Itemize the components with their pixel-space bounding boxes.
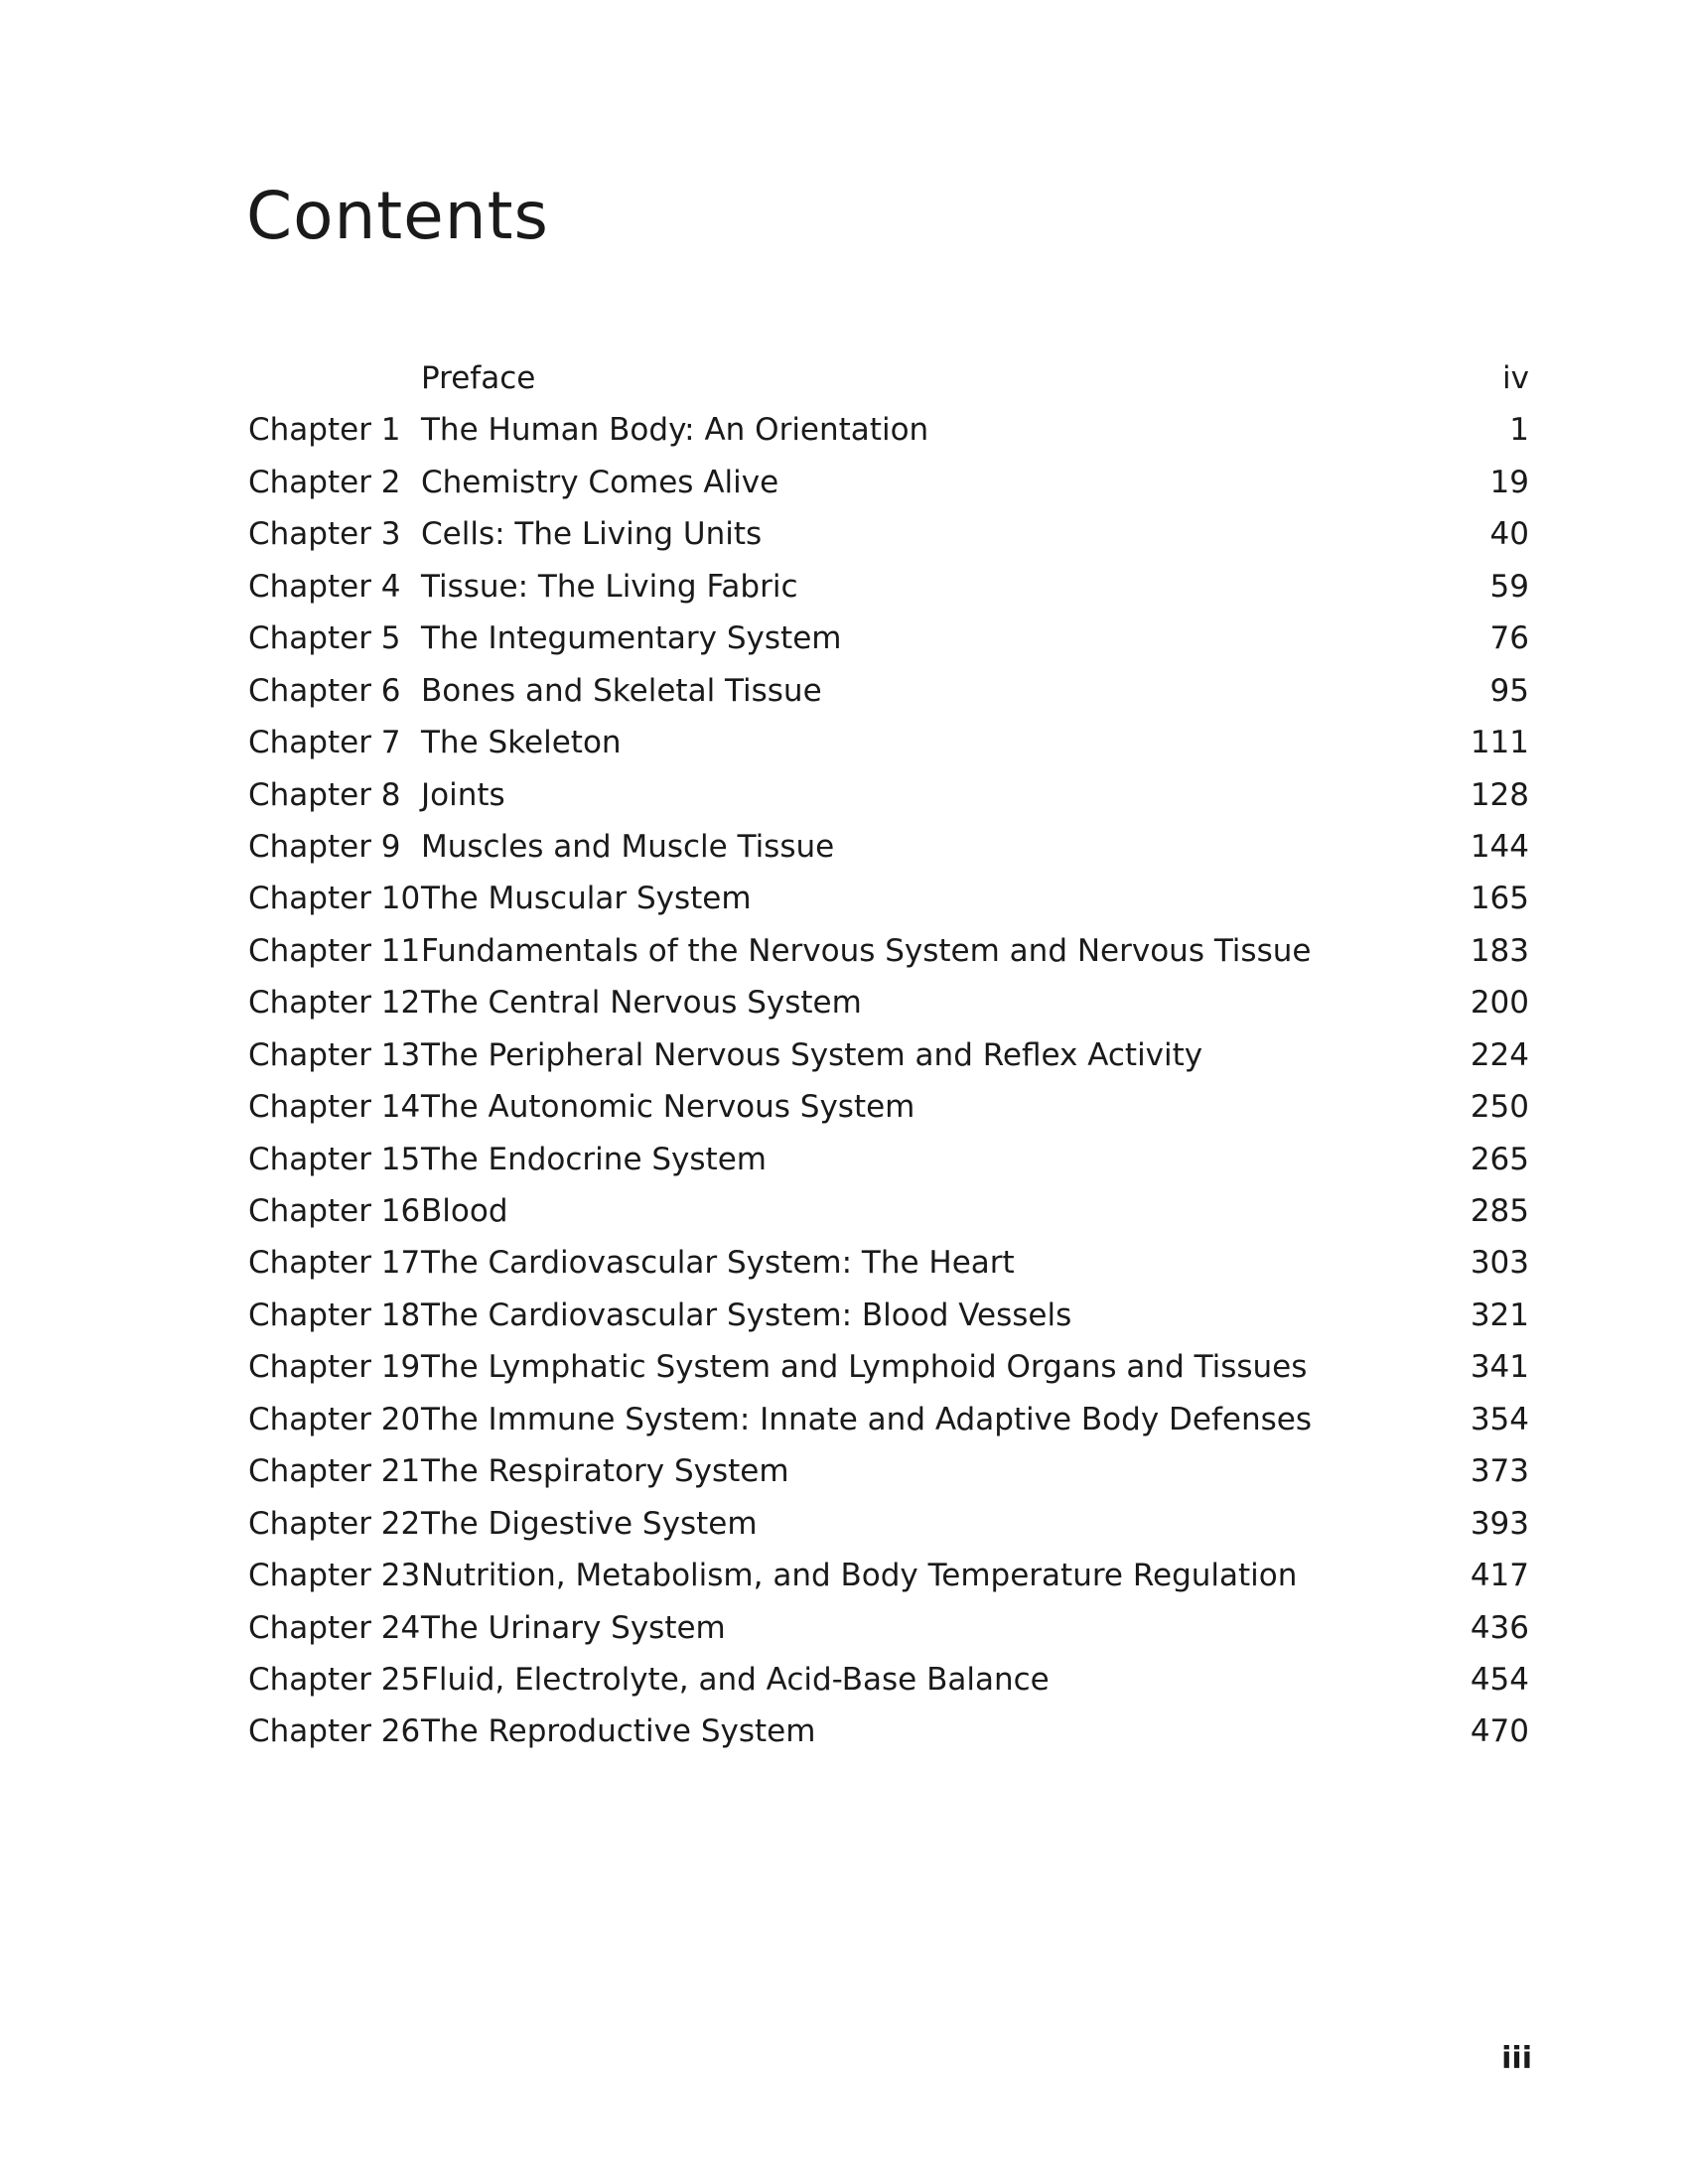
toc-page-number: 341 [1470, 1349, 1529, 1386]
toc-entry-title: The Urinary System [421, 1609, 726, 1646]
toc-chapter-label: Chapter 20 [248, 1401, 421, 1437]
toc-row [248, 925, 1529, 977]
toc-page-number: 454 [1470, 1661, 1529, 1698]
toc-page-number: 265 [1470, 1141, 1529, 1177]
toc-chapter-label: Chapter 3 [248, 516, 401, 553]
toc-entry-title: The Peripheral Nervous System and Reflex Activity [421, 1036, 1203, 1073]
toc-page-number: 183 [1470, 932, 1529, 969]
toc-page-number: iv [1502, 360, 1529, 396]
toc-page-number: 436 [1470, 1609, 1529, 1646]
toc-entry-title: Tissue: The Living Fabric [421, 568, 798, 605]
toc-chapter-label: Chapter 22 [248, 1505, 421, 1542]
toc-row [248, 1341, 1529, 1393]
toc-chapter-label: Chapter 8 [248, 776, 401, 813]
toc-row [248, 1654, 1529, 1706]
toc-page-number: 303 [1470, 1245, 1529, 1282]
toc-page-number: 393 [1470, 1505, 1529, 1542]
toc-page-number: 76 [1489, 620, 1529, 657]
toc-page-number: 165 [1470, 881, 1529, 917]
toc-row [248, 873, 1529, 924]
page-title: Contents [246, 178, 549, 254]
toc-chapter-label: Chapter 14 [248, 1089, 421, 1126]
toc-row [248, 1290, 1529, 1341]
toc-chapter-label: Chapter 4 [248, 568, 401, 605]
page-folio: iii [1501, 2041, 1532, 2076]
toc-chapter-label: Chapter 1 [248, 412, 401, 449]
toc-page-number: 417 [1470, 1558, 1529, 1594]
toc-chapter-label: Chapter 26 [248, 1713, 421, 1750]
toc-page-number: 354 [1470, 1401, 1529, 1437]
toc-page-number: 285 [1470, 1193, 1529, 1229]
toc-page-number: 250 [1470, 1089, 1529, 1126]
toc-chapter-label: Chapter 12 [248, 985, 421, 1022]
toc-row [248, 1134, 1529, 1185]
toc-row [248, 1394, 1529, 1445]
toc-entry-title: Bones and Skeletal Tissue [421, 672, 822, 709]
toc-row [248, 1081, 1529, 1133]
toc-page-number: 59 [1489, 568, 1529, 605]
toc-entry-title: The Autonomic Nervous System [421, 1089, 915, 1126]
toc-row [248, 561, 1529, 613]
toc-page-number: 111 [1470, 725, 1529, 761]
toc-entry-title: The Muscular System [421, 881, 752, 917]
toc-page-number: 224 [1470, 1036, 1529, 1073]
toc-row [248, 717, 1529, 768]
toc-row [248, 977, 1529, 1028]
toc-chapter-label: Chapter 23 [248, 1558, 421, 1594]
toc-entry-title: Fundamentals of the Nervous System and Nervous Tissue [421, 932, 1312, 969]
toc-entry-title: The Central Nervous System [421, 985, 862, 1022]
toc-entry-title: Nutrition, Metabolism, and Body Temperature Regulation [421, 1558, 1298, 1594]
toc-row [248, 352, 1529, 404]
toc-row [248, 1602, 1529, 1654]
toc-row [248, 1445, 1529, 1497]
toc-chapter-label: Chapter 9 [248, 828, 401, 865]
toc-chapter-label: Chapter 6 [248, 672, 401, 709]
toc-chapter-label: Chapter 2 [248, 464, 401, 500]
toc-entry-title: Fluid, Electrolyte, and Acid-Base Balance [421, 1661, 1050, 1698]
toc-page-number: 128 [1470, 776, 1529, 813]
toc-chapter-label: Chapter 16 [248, 1193, 421, 1229]
toc-entry-title: The Skeleton [421, 725, 622, 761]
toc-row [248, 457, 1529, 508]
toc-entry-title: Joints [421, 776, 505, 813]
toc-entry-title: Chemistry Comes Alive [421, 464, 779, 500]
toc-chapter-label: Chapter 13 [248, 1036, 421, 1073]
toc-entry-title: The Human Body: An Orientation [421, 412, 929, 449]
toc-page-number: 40 [1489, 516, 1529, 553]
toc-entry-title: The Integumentary System [421, 620, 842, 657]
toc-chapter-label: Chapter 21 [248, 1453, 421, 1490]
toc-page-number: 95 [1489, 672, 1529, 709]
toc-row [248, 1498, 1529, 1550]
toc-entry-title: The Respiratory System [421, 1453, 789, 1490]
toc-row [248, 508, 1529, 560]
toc-chapter-label: Chapter 11 [248, 932, 421, 969]
toc-row [248, 1029, 1529, 1081]
table-of-contents [248, 352, 1529, 1758]
toc-row [248, 1185, 1529, 1237]
toc-chapter-label: Chapter 19 [248, 1349, 421, 1386]
toc-entry-title: The Cardiovascular System: Blood Vessels [421, 1297, 1072, 1333]
toc-page-number: 321 [1470, 1297, 1529, 1333]
toc-chapter-label: Chapter 25 [248, 1661, 421, 1698]
toc-page-number: 200 [1470, 985, 1529, 1022]
toc-row [248, 1706, 1529, 1757]
toc-chapter-label: Chapter 17 [248, 1245, 421, 1282]
toc-page-number: 373 [1470, 1453, 1529, 1490]
toc-page-number: 19 [1489, 464, 1529, 500]
toc-chapter-label: Chapter 24 [248, 1609, 421, 1646]
toc-chapter-label: Chapter 7 [248, 725, 401, 761]
toc-entry-title: The Reproductive System [421, 1713, 816, 1750]
toc-entry-title: The Digestive System [421, 1505, 758, 1542]
toc-page-number: 470 [1470, 1713, 1529, 1750]
toc-entry-title: Cells: The Living Units [421, 516, 763, 553]
toc-entry-title: Muscles and Muscle Tissue [421, 828, 835, 865]
toc-row [248, 769, 1529, 821]
toc-page-number: 144 [1470, 828, 1529, 865]
toc-row [248, 404, 1529, 456]
toc-chapter-label: Chapter 15 [248, 1141, 421, 1177]
toc-row [248, 613, 1529, 664]
toc-row [248, 1237, 1529, 1289]
toc-entry-title: Preface [421, 360, 536, 396]
toc-row [248, 821, 1529, 873]
toc-page-number: 1 [1509, 412, 1529, 449]
toc-entry-title: Blood [421, 1193, 508, 1229]
toc-chapter-label: Chapter 18 [248, 1297, 421, 1333]
toc-row [248, 1550, 1529, 1601]
toc-row [248, 665, 1529, 717]
toc-chapter-label: Chapter 10 [248, 881, 421, 917]
toc-entry-title: The Cardiovascular System: The Heart [421, 1245, 1015, 1282]
toc-entry-title: The Lymphatic System and Lymphoid Organs and Tissues [421, 1349, 1308, 1386]
toc-entry-title: The Endocrine System [421, 1141, 767, 1177]
toc-chapter-label: Chapter 5 [248, 620, 401, 657]
toc-entry-title: The Immune System: Innate and Adaptive Body Defenses [421, 1401, 1312, 1437]
